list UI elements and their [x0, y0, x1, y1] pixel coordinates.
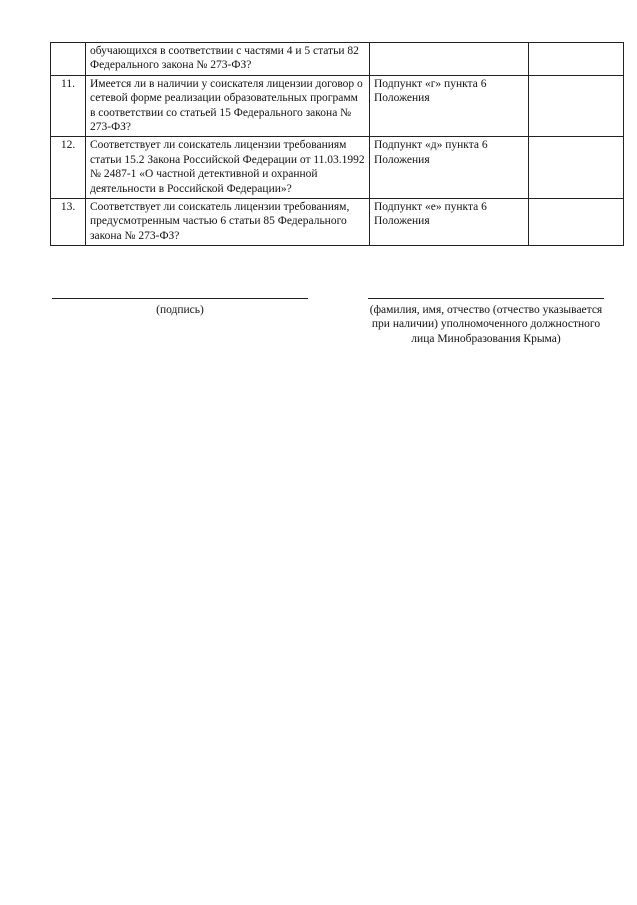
row-question: Соответствует ли соискатель лицензии требованиям, предусмотренным частью 6 статьи 85 Федерального закона № 273-ФЗ?	[86, 199, 370, 246]
row-basis	[370, 43, 529, 76]
signature-block	[52, 298, 308, 317]
table-row	[51, 137, 624, 199]
official-name-caption: (фамилия, имя, отчество (отчество указывается при наличии) уполномоченного должностного лица Минобразования Крыма)	[369, 304, 603, 345]
row-number: 11.	[51, 75, 86, 137]
row-question: обучающихся в соответствии с частями 4 и 5 статьи 82 Федерального закона № 273-ФЗ?	[86, 43, 370, 76]
signature-line	[52, 298, 308, 299]
table-row	[51, 199, 624, 246]
row-basis: Подпункт «г» пункта 6 Положения	[370, 75, 529, 137]
row-number: 13.	[51, 199, 86, 246]
table-row	[51, 43, 624, 76]
row-mark	[529, 75, 624, 137]
row-mark	[529, 137, 624, 199]
row-number	[51, 43, 86, 76]
row-mark	[529, 199, 624, 246]
row-basis: Подпункт «е» пункта 6 Положения	[370, 199, 529, 246]
official-name-line	[368, 298, 604, 299]
row-number: 12.	[51, 137, 86, 199]
table-row	[51, 75, 624, 137]
official-name-block	[368, 298, 604, 346]
row-basis: Подпункт «д» пункта 6 Положения	[370, 137, 529, 199]
checklist-table	[50, 42, 624, 246]
signature-caption: (подпись)	[156, 304, 204, 316]
row-mark	[529, 43, 624, 76]
row-question: Соответствует ли соискатель лицензии требованиям статьи 15.2 Закона Российской Федерации от 11.03.1992 № 2487-1 «О частной детективной и охранной деятельности в Российской Федерации»?	[86, 137, 370, 199]
row-question: Имеется ли в наличии у соискателя лицензии договор о сетевой форме реализации образовательных программ в соответствии со статьей 15 Федерального закона № 273-ФЗ?	[86, 75, 370, 137]
